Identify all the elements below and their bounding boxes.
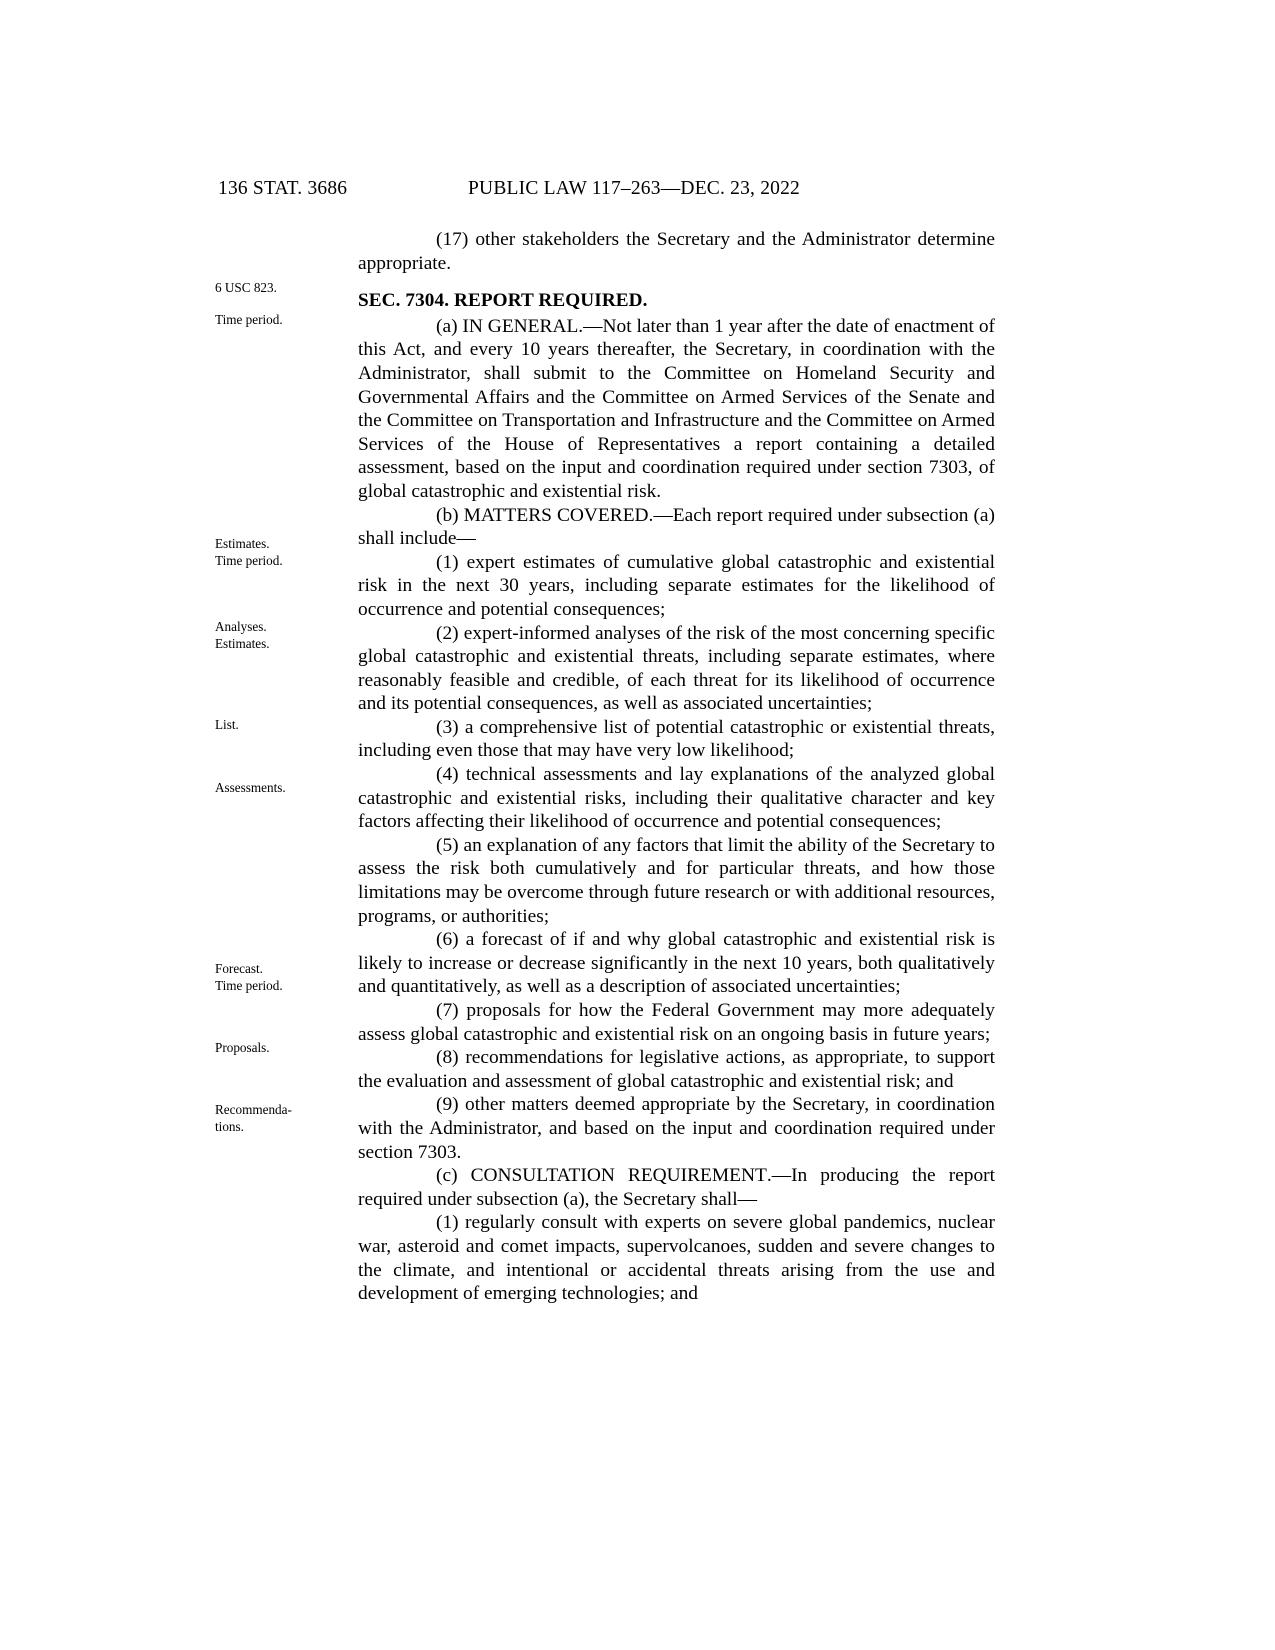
paragraph-b8: (8) recommendations for legislative actions, as appropriate, to support the evaluation and assessment of global catastrophic and existential risk; and (358, 1047, 995, 1092)
margin-note: Estimates. (215, 536, 270, 551)
paragraph-b1: (1) expert estimates of cumulative global catastrophic and existential risk in the next 30 years, including separate estimates for the likelihood of occurrence and potential consequences; (358, 551, 995, 620)
public-law-citation: PUBLIC LAW 117–263—DEC. 23, 2022 (468, 178, 801, 199)
paragraph-b4: (4) technical assessments and lay explanations of the analyzed global catastrophic and existential risks, including their qualitative character and key factors affecting their likelihood of occurrence and potential consequences; (358, 764, 995, 833)
margin-note: Assessments. (215, 780, 286, 795)
subsection-a (358, 315, 995, 504)
margin-note: Time period. (215, 978, 283, 993)
subsection-b (358, 504, 995, 551)
paragraph-c1: (1) regularly consult with experts on severe global pandemics, nuclear war, asteroid and comet impacts, supervolcanoes, sudden and severe changes to the climate, and intentional or accidental threats arising from the use and development of emerging technologies; and (358, 1212, 995, 1305)
margin-note: Time period. (215, 312, 283, 327)
margin-note: Estimates. (215, 636, 270, 651)
paragraph-b2: (2) expert-informed analyses of the risk of the most concerning specific global catastrophic and existential threats, including separate estimates, where reasonably feasible and credible, of each threat for its likelihood of occurrence and its potential consequences, as well as associated uncertainties; (358, 622, 995, 715)
paragraph-b5: (5) an explanation of any factors that limit the ability of the Secretary to assess the risk both cumulatively and for particular threats, and how those limitations may be overcome through future research or with additional resources, programs, or authorities; (358, 834, 995, 927)
margin-note: List. (215, 717, 239, 732)
subsection-a-label: (a) IN GENERAL.— (436, 315, 603, 337)
subsection-b-text: Each report required under subsection (a) shall include— (358, 504, 995, 550)
subsection-c (358, 1164, 995, 1211)
statute-page-number: 136 STAT. 3686 (218, 178, 348, 199)
margin-note: Forecast. (215, 961, 263, 976)
subsection-c-text: In producing the report required under subsection (a), the Secretary shall— (358, 1165, 995, 1210)
paragraph-b6: (6) a forecast of if and why global catastrophic and existential risk is likely to increase or decrease significantly in the next 10 years, both qualitatively and quantitatively, as well as a description of associated uncertainties; (358, 929, 995, 998)
margin-note: Recommenda- (215, 1102, 292, 1117)
subsection-b-label: (b) MATTERS COVERED.— (436, 504, 673, 526)
section-heading-7304: SEC. 7304. REPORT REQUIRED. (358, 290, 648, 312)
subsection-c-label: (c) CONSULTATION REQUIREMENT.— (436, 1165, 792, 1187)
margin-note: Proposals. (215, 1040, 270, 1055)
paragraph-b3: (3) a comprehensive list of potential catastrophic or existential threats, including even those that may have very low likelihood; (358, 716, 995, 762)
paragraph-17: (17) other stakeholders the Secretary and the Administrator determine appropriate. (358, 229, 995, 274)
margin-note: Analyses. (215, 619, 267, 634)
paragraph-b9: (9) other matters deemed appropriate by the Secretary, in coordination with the Administrator, and based on the input and coordination required under section 7303. (358, 1094, 995, 1163)
margin-note: tions. (215, 1119, 244, 1134)
paragraph-b7: (7) proposals for how the Federal Government may more adequately assess global catastrophic and existential risk on an ongoing basis in future years; (358, 1000, 995, 1045)
margin-note: 6 USC 823. (215, 280, 277, 295)
margin-note: Time period. (215, 553, 283, 568)
subsection-a-text: Not later than 1 year after the date of enactment of this Act, and every 10 years thereafter, the Secretary, in coordination with the Administrator, shall submit to the Committee on Homeland Security and Governmental Affairs and the Committee on Armed Services of the Senate and the Committee on Transportation and Infrastructure and the Committee on Armed Services of the House of Representatives a report containing a detailed assessment, based on the input and coordination required under section 7303, of global catastrophic and existential risk. (358, 315, 995, 502)
body-text-column (358, 228, 995, 1306)
